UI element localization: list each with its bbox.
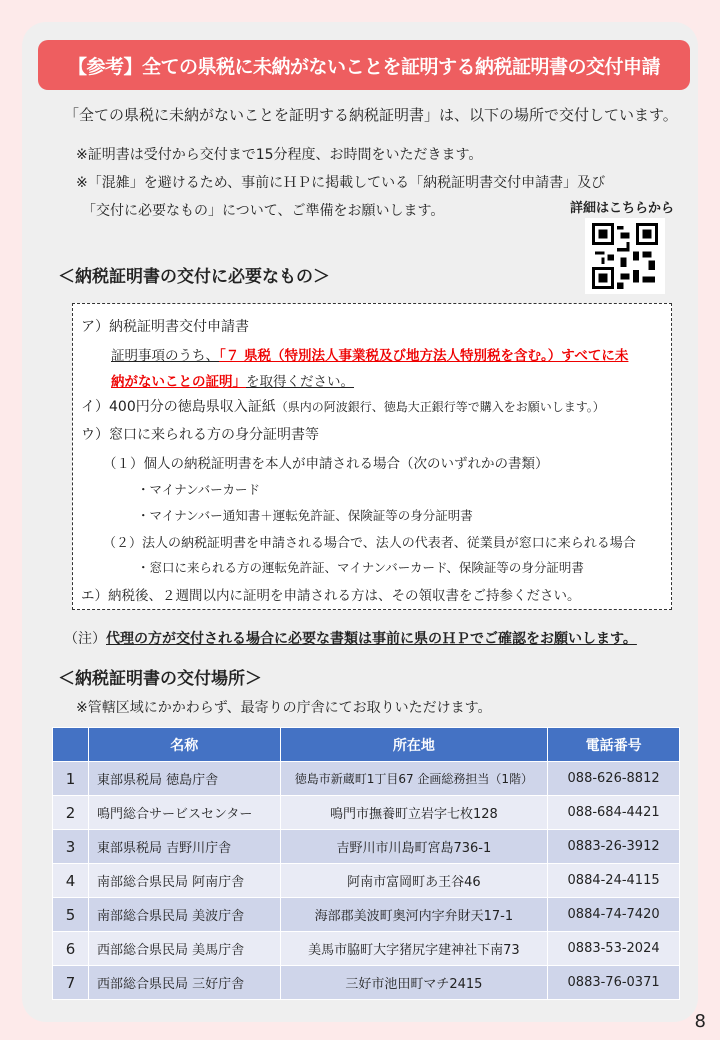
office-name: 西部総合県民局 美馬庁舎: [88, 932, 280, 966]
requirements-heading: ＜納税証明書の交付に必要なもの＞: [58, 267, 330, 287]
row-number: 6: [53, 932, 89, 966]
office-name: 南部総合県民局 美波庁舎: [88, 898, 280, 932]
caution: [64, 628, 637, 648]
office-name: 鳴門総合サービスセンター: [88, 796, 280, 830]
table-header: [53, 728, 680, 762]
req-u: ウ）窓口に来られる方の身分証明書等: [81, 427, 319, 443]
header-phone: 電話番号: [548, 728, 680, 762]
note-2: ※「混雑」を避けるため、事前にＨＰに掲載している「納税証明書交付申請書」及び: [76, 175, 606, 191]
req-u-2a: ・窓口に来られる方の運転免許証、マイナンバーカード、保険証等の身分証明書: [137, 560, 584, 575]
office-table: [52, 727, 680, 1000]
office-address: 海部郡美波町奥河内字弁財天17-1: [280, 898, 548, 932]
place-heading: ＜納税証明書の交付場所＞: [58, 669, 262, 689]
office-address: 阿南市富岡町あ王谷46: [280, 864, 548, 898]
req-a-detail-2: [111, 370, 354, 390]
office-address: 鳴門市撫養町立岩字七枚128: [280, 796, 548, 830]
office-address: 美馬市脇町大字猪尻字建神社下南73: [280, 932, 548, 966]
qr-code[interactable]: [585, 218, 665, 294]
office-phone: 0884-74-7420: [548, 898, 680, 932]
row-number: 4: [53, 864, 89, 898]
office-name: 西部総合県民局 三好庁舎: [88, 966, 280, 1000]
req-a-pre: 証明事項のうち、: [111, 348, 219, 364]
office-address: 徳島市新蔵町1丁目67 企画総務担当（1階）: [280, 762, 548, 796]
header-address: 所在地: [280, 728, 548, 762]
office-address: 三好市池田町マチ2415: [280, 966, 548, 1000]
req-i: [81, 396, 605, 416]
caution-text: 代理の方が交付される場合に必要な書類は事前に県のＨＰでご確認をお願いします。: [106, 631, 637, 647]
table-row: [53, 796, 680, 830]
place-note: ※管轄区域にかかわらず、最寄りの庁舎にてお取りいただけます。: [76, 700, 492, 716]
header-no: [53, 728, 89, 762]
row-number: 2: [53, 796, 89, 830]
req-u-1a: ・マイナンバーカード: [137, 482, 261, 497]
note-3: 「交付に必要なもの」について、ご準備をお願いします。: [82, 203, 445, 219]
office-name: 東部県税局 徳島庁舎: [88, 762, 280, 796]
row-number: 1: [53, 762, 89, 796]
office-phone: 088-684-4421: [548, 796, 680, 830]
office-phone: 0883-26-3912: [548, 830, 680, 864]
requirements-box: [72, 303, 672, 610]
row-number: 7: [53, 966, 89, 1000]
caution-prefix: （注）: [64, 631, 106, 647]
office-name: 東部県税局 吉野川庁舎: [88, 830, 280, 864]
header-name: 名称: [88, 728, 280, 762]
qr-label: 詳細はこちらから: [570, 201, 675, 216]
office-address: 吉野川市川島町宮島736-1: [280, 830, 548, 864]
req-a-detail-1: [111, 344, 628, 364]
req-u-2: （２）法人の納税証明書を申請される場合で、法人の代表者、従業員が窓口に来られる場合: [103, 536, 636, 551]
table-row: [53, 966, 680, 1000]
req-i-note: （県内の阿波銀行、徳島大正銀行等で購入をお願いします。）: [275, 400, 605, 414]
req-a-red-2: 納がないことの証明」: [111, 374, 246, 390]
office-phone: 0883-53-2024: [548, 932, 680, 966]
note-1: ※証明書は受付から交付まで15分程度、お時間をいただきます。: [76, 147, 483, 163]
table-row: [53, 864, 680, 898]
page-number: 8: [694, 1011, 706, 1032]
req-e: エ）納税後、２週間以内に証明を申請される方は、その領収書をご持参ください。: [81, 588, 581, 604]
office-phone: 0884-24-4115: [548, 864, 680, 898]
row-number: 5: [53, 898, 89, 932]
row-number: 3: [53, 830, 89, 864]
req-u-1b: ・マイナンバー通知書＋運転免許証、保険証等の身分証明書: [137, 508, 473, 523]
table-row: [53, 898, 680, 932]
office-phone: 0883-76-0371: [548, 966, 680, 1000]
intro-text: 「全ての県税に未納がないことを証明する納税証明書」は、以下の場所で交付しています。: [64, 106, 678, 124]
req-u-1: （１）個人の納税証明書を本人が申請される場合（次のいずれかの書類）: [103, 456, 549, 472]
req-i-main: イ）400円分の徳島県収入証紙: [81, 399, 276, 415]
req-a: ア）納税証明書交付申請書: [81, 319, 249, 335]
table-row: [53, 830, 680, 864]
table-row: [53, 762, 680, 796]
title-banner: 【参考】全ての県税に未納がないことを証明する納税証明書の交付申請: [38, 40, 690, 90]
office-phone: 088-626-8812: [548, 762, 680, 796]
table-row: [53, 932, 680, 966]
office-name: 南部総合県民局 阿南庁舎: [88, 864, 280, 898]
req-a-red-1: 「７ 県税（特別法人事業税及び地方法人特別税を含む。）すべてに未: [219, 348, 629, 364]
req-a-post: を取得ください。: [246, 374, 354, 390]
